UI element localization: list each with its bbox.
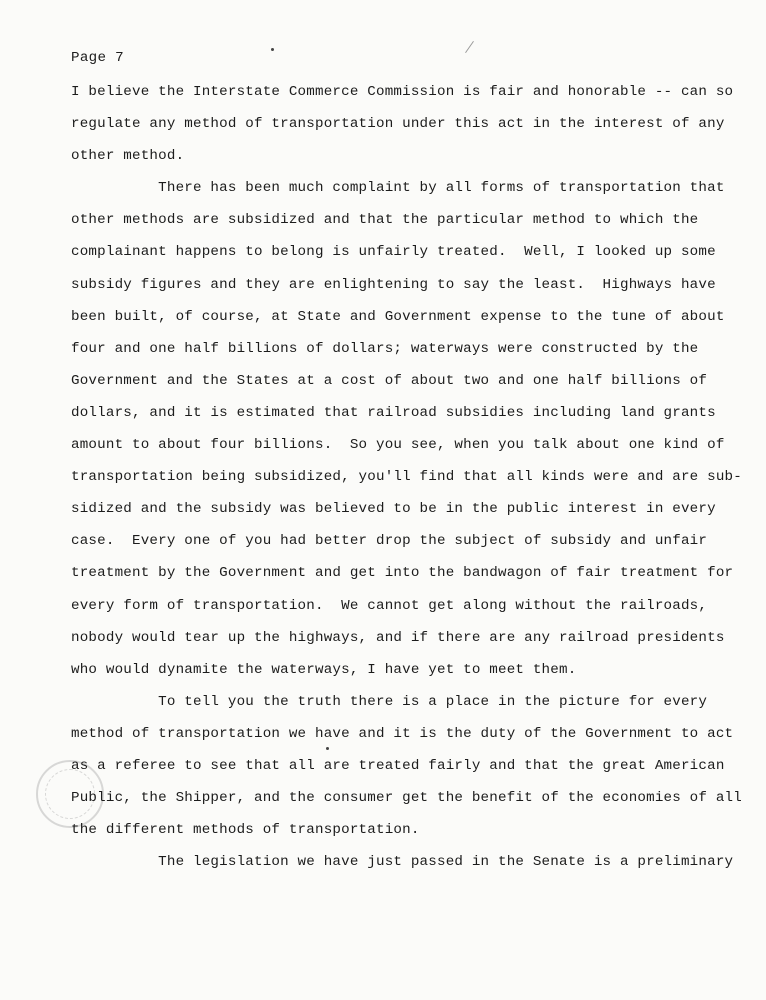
text-line: as a referee to see that all are treated fairly and that the great American (71, 757, 725, 774)
text-line: method of transportation we have and it is the duty of the Government to act (71, 725, 734, 742)
text-line: Government and the States at a cost of about two and one half billions of (71, 372, 708, 389)
text-line: complainant happens to belong is unfairly treated. Well, I looked up some (71, 244, 716, 261)
text-line: treatment by the Government and get into the bandwagon of fair treatment for (71, 565, 734, 582)
text-line: dollars, and it is estimated that railroad subsidies including land grants (71, 404, 716, 421)
page-number: Page 7 (71, 50, 124, 66)
body-text (71, 76, 742, 878)
text-line: the different methods of transportation. (71, 822, 420, 839)
text-line: four and one half billions of dollars; waterways were constructed by the (71, 340, 699, 357)
text-line: The legislation we have just passed in the Senate is a preliminary (71, 854, 734, 871)
text-line: sidized and the subsidy was believed to be in the public interest in every (71, 501, 716, 518)
ink-speck (271, 48, 274, 51)
text-line: case. Every one of you had better drop the subject of subsidy and unfair (71, 533, 708, 550)
text-line: other methods are subsidized and that the particular method to which the (71, 212, 699, 229)
text-line: There has been much complaint by all forms of transportation that (71, 180, 725, 197)
text-line: Public, the Shipper, and the consumer get the benefit of the economies of all (71, 790, 742, 807)
text-line: To tell you the truth there is a place in the picture for every (71, 693, 708, 710)
text-line: nobody would tear up the highways, and if there are any railroad presidents (71, 629, 725, 646)
text-line: transportation being subsidized, you'll find that all kinds were and are sub- (71, 469, 742, 486)
text-line: regulate any method of transportation under this act in the interest of any (71, 116, 725, 133)
text-line: been built, of course, at State and Government expense to the tune of about (71, 308, 725, 325)
pen-mark (465, 41, 474, 53)
text-line: I believe the Interstate Commerce Commission is fair and honorable -- can so (71, 84, 734, 100)
text-line: other method. (71, 148, 185, 165)
text-line: every form of transportation. We cannot get along without the railroads, (71, 597, 708, 614)
text-line: who would dynamite the waterways, I have yet to meet them. (71, 661, 577, 678)
text-line: subsidy figures and they are enlightening to say the least. Highways have (71, 276, 716, 293)
text-line: amount to about four billions. So you see, when you talk about one kind of (71, 437, 725, 454)
